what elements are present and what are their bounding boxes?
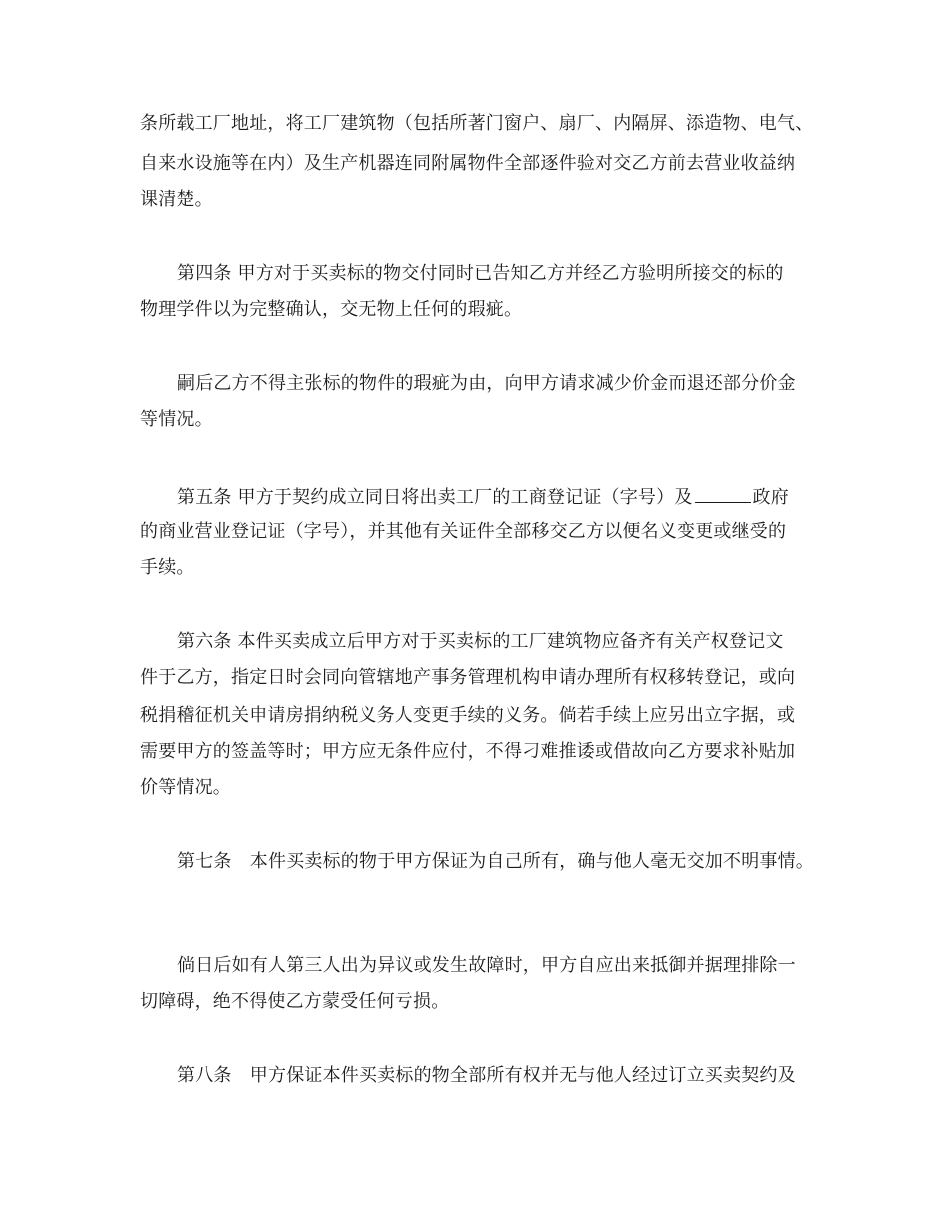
- article-5-line: 的商业营业登记证（字号），并其他有关证件全部移交乙方以便名义变更或继受的: [140, 521, 787, 542]
- article-7-note-line: 倘日后如有人第三人出为异议或发生故障时，甲方自应出来抵御并据理排除一: [177, 955, 796, 976]
- paragraph-line: 自来水设施等在内）及生产机器连同附属物件全部逐件验对交乙方前去营业收益纳: [140, 153, 796, 174]
- article-6-line: 价等情况。: [140, 777, 231, 798]
- fill-in-blank: [695, 484, 751, 503]
- article-7-note-line: 切障碍，绝不得使乙方蒙受任何亏损。: [140, 991, 450, 1012]
- article-6-line: 件于乙方，指定日时会同向管辖地产事务管理机构申请办理所有权移转登记，或向: [140, 667, 796, 688]
- article-4-line: 第四条 甲方对于买卖标的物交付同时已告知乙方并经乙方验明所接交的标的: [177, 263, 784, 284]
- article-6-line: 第六条 本件买卖成立后甲方对于买卖标的工厂建筑物应备齐有关产权登记文: [177, 631, 784, 652]
- article-8-line: 第八条 甲方保证本件买卖标的物全部所有权并无与他人经过订立买卖契约及: [177, 1065, 796, 1086]
- paragraph-line: 课清楚。: [140, 189, 213, 210]
- article-5-line: [177, 484, 789, 510]
- article-5-line: 手续。: [140, 557, 195, 578]
- article-4-note-line: 嗣后乙方不得主张标的物件的瑕疵为由，向甲方请求减少价金而退还部分价金: [177, 373, 796, 394]
- article-4-line: 物理学件以为完整确认，交无物上任何的瑕疵。: [140, 299, 523, 320]
- article-4-note-line: 等情况。: [140, 409, 213, 430]
- article-6-line: 需要甲方的签盖等时；甲方应无条件应付，不得刁难推诿或借故向乙方要求补贴加: [140, 741, 796, 762]
- article-7-line: 第七条 本件买卖标的物于甲方保证为自己所有，确与他人毫无交加不明事情。: [177, 851, 814, 872]
- paragraph-line: 条所载工厂地址，将工厂建筑物（包括所著门窗户、扇厂、内隔屏、添造物、电气、: [140, 113, 814, 134]
- article-5-text: 政府: [752, 487, 789, 508]
- article-6-line: 税捐稽征机关申请房捐纳税义务人变更手续的义务。倘若手续上应另出立字据，或: [140, 705, 796, 726]
- article-5-text: 第五条 甲方于契约成立同日将出卖工厂的工商登记证（字号）及: [177, 487, 693, 508]
